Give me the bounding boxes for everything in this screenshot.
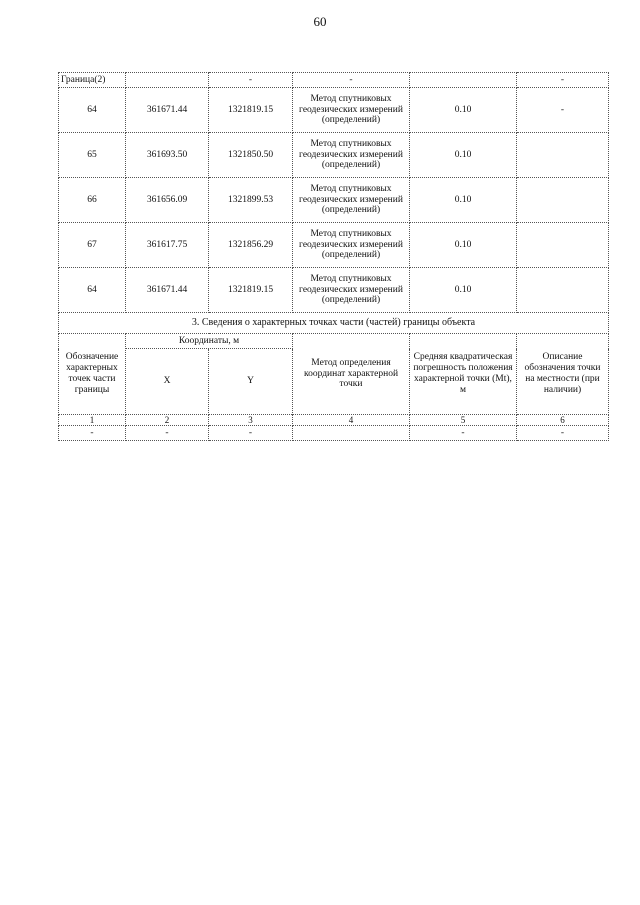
point-id: 64 [59,88,126,133]
table-row [59,133,609,178]
point-id: 66 [59,178,126,223]
point-id: 67 [59,223,126,268]
header-cell [126,73,209,88]
description [517,133,609,178]
column-number: 6 [517,415,609,426]
accuracy: 0.10 [410,133,517,178]
empty-cell: - [517,426,609,441]
section-3-header-row [59,334,609,349]
y-coordinate: 1321856.29 [209,223,293,268]
page-number: 60 [313,14,327,29]
method: Метод спутниковых геодезических измерений (определений) [293,133,410,178]
y-coordinate: 1321899.53 [209,178,293,223]
header-description: Описание обозначения точки на местности (при наличии) [517,334,609,415]
column-number: 2 [126,415,209,426]
point-id: 65 [59,133,126,178]
header-coordinates: Координаты, м [126,334,293,349]
x-coordinate: 361656.09 [126,178,209,223]
y-coordinate: 1321819.15 [209,268,293,313]
description [517,223,609,268]
accuracy: 0.10 [410,178,517,223]
x-coordinate: 361671.44 [126,268,209,313]
header-cell: - [293,73,410,88]
boundary-label: Граница(2) [59,73,126,88]
table-row [59,268,609,313]
empty-cell: - [59,426,126,441]
column-numbers-row [59,415,609,426]
accuracy: 0.10 [410,88,517,133]
column-number: 4 [293,415,410,426]
x-coordinate: 361617.75 [126,223,209,268]
accuracy: 0.10 [410,268,517,313]
method: Метод спутниковых геодезических измерений (определений) [293,88,410,133]
table-row [59,88,609,133]
column-number: 1 [59,415,126,426]
method: Метод спутниковых геодезических измерений (определений) [293,178,410,223]
y-coordinate: 1321819.15 [209,88,293,133]
empty-data-row [59,426,609,441]
method: Метод спутниковых геодезических измерений (определений) [293,268,410,313]
empty-cell: - [126,426,209,441]
column-number: 3 [209,415,293,426]
point-id: 64 [59,268,126,313]
header-cell: - [517,73,609,88]
header-cell [410,73,517,88]
column-number: 5 [410,415,517,426]
header-y: Y [209,349,293,415]
header-cell: - [209,73,293,88]
method: Метод спутниковых геодезических измерений (определений) [293,223,410,268]
coordinates-table [58,72,609,441]
empty-cell: - [410,426,517,441]
description [517,268,609,313]
header-accuracy: Средняя квадратическая погрешность положения характерной точки (Mt), м [410,334,517,415]
section-3-title: 3. Сведения о характерных точках части (частей) границы объекта [59,313,609,334]
table-row [59,223,609,268]
x-coordinate: 361693.50 [126,133,209,178]
header-method: Метод определения координат характерной точки [293,334,410,415]
table-row [59,178,609,223]
x-coordinate: 361671.44 [126,88,209,133]
description: - [517,88,609,133]
empty-cell: - [209,426,293,441]
header-x: X [126,349,209,415]
section-3-title-row [59,313,609,334]
y-coordinate: 1321850.50 [209,133,293,178]
header-designation: Обозначение характерных точек части границы [59,334,126,415]
accuracy: 0.10 [410,223,517,268]
empty-cell [293,426,410,441]
description [517,178,609,223]
table-row-boundary-header [59,73,609,88]
